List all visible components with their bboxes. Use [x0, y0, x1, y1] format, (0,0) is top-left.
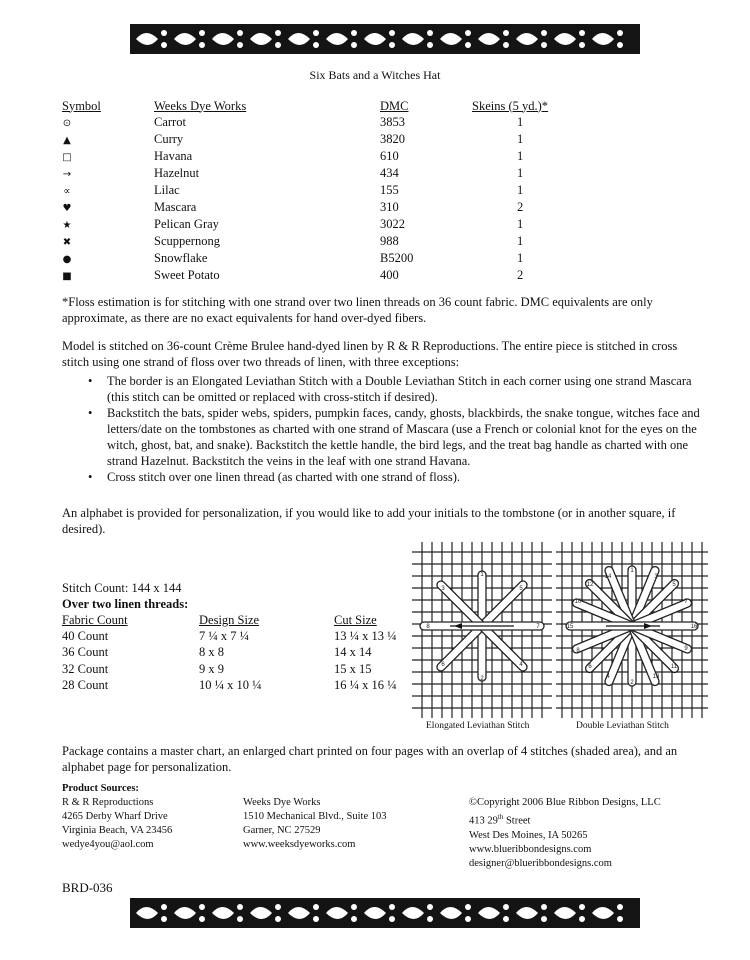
dmc-number: B5200: [380, 251, 414, 265]
stitch-count: Stitch Count: 144 x 144: [62, 581, 182, 595]
source-line: Weeks Dye Works: [243, 797, 321, 808]
package-contents: Package contains a master chart, an enlarged chart printed on four pages with an overlap of 4 stitches (shaded area), and an alphabet page for personalization.: [62, 744, 678, 774]
source-line: www.weeksdyeworks.com: [243, 839, 356, 850]
table-row: [62, 148, 572, 165]
table-row: [62, 250, 572, 267]
symbol-icon: →: [62, 169, 72, 180]
design-size: 9 x 9: [199, 661, 224, 676]
thread-name: Sweet Potato: [154, 268, 220, 282]
strand-number: 11: [670, 664, 678, 670]
ordinal-suffix: th: [497, 813, 504, 821]
strand-number: 1: [480, 572, 484, 578]
source-line: 4265 Derby Wharf Drive: [62, 811, 168, 822]
skein-count: 1: [517, 251, 524, 265]
street-number: 413 29: [469, 815, 498, 827]
strand-number: 7: [684, 599, 688, 605]
design-size: 10 ¼ x 10 ¼: [199, 677, 262, 692]
alphabet-paragraph: An alphabet is provided for personalization, if you would like to add your initials to the tombstone (or in another square, if desired).: [62, 506, 676, 536]
thread-name: Havana: [154, 149, 193, 163]
dmc-number: 310: [380, 200, 399, 214]
strand-number: 8: [426, 624, 430, 630]
thread-name: Hazelnut: [154, 166, 200, 180]
symbol-icon: ■: [62, 271, 72, 282]
list-item: • The border is an Elongated Leviathan Stitch with a Double Leviathan Stitch in each corner using one strand Mascara (this stitch can be omitted or replaced with cross-stitch if desired).: [62, 373, 702, 405]
source-line: ©Copyright 2006 Blue Ribbon Designs, LLC: [469, 797, 661, 808]
table-row: [62, 114, 572, 131]
skein-count: 2: [517, 200, 524, 214]
source-line: R & R Reproductions: [62, 797, 154, 808]
model-paragraph: Model is stitched on 36-count Crème Brulee hand-dyed linen by R & R Reproductions. The entire piece is stitched in cross stitch using one strand of floss over two threads of linen, with three exceptions:: [62, 339, 678, 369]
symbol-icon: ★: [62, 220, 72, 231]
fabric-count: 40 Count: [62, 628, 109, 643]
table-row: [62, 645, 424, 661]
symbol-icon: □: [62, 152, 72, 163]
table-row: [62, 131, 572, 148]
strand-number: 4: [519, 662, 523, 668]
strand-number: 8: [576, 648, 580, 654]
product-sources-heading: Product Sources:: [62, 783, 139, 794]
fabric-count: 32 Count: [62, 661, 109, 676]
table-row: [62, 677, 424, 693]
strand-number: 10: [574, 599, 582, 605]
thread-name: Snowflake: [154, 251, 208, 265]
table-row: [62, 199, 572, 216]
symbol-icon: ✖: [62, 237, 72, 248]
symbol-icon: ∝: [63, 186, 71, 197]
thread-name: Curry: [154, 132, 184, 146]
stitch-diagrams: [410, 540, 710, 720]
fabric-count: 36 Count: [62, 645, 109, 660]
skein-count: 1: [517, 234, 524, 248]
floss-estimation-note: *Floss estimation is for stitching with one strand over two linen threads on 36 count fabric. DMC equivalents are only approximate, as there are no exact equivalents for hand over-dyed fibers.: [62, 295, 653, 325]
thread-name: Scuppernong: [154, 234, 220, 248]
dmc-number: 610: [380, 149, 399, 163]
symbol-icon: ⊙: [62, 118, 72, 129]
bottom-ornamental-border: [130, 898, 640, 928]
dmc-number: 434: [380, 166, 399, 180]
table-row: [62, 628, 424, 644]
pattern-code: BRD-036: [62, 880, 113, 895]
strand-number: 6: [441, 662, 445, 668]
symbol-icon: ▲: [63, 135, 71, 146]
cut-size: 16 ¼ x 16 ¼: [334, 677, 397, 692]
header-fabric-count: Fabric Count: [62, 612, 128, 627]
fabric-count: 28 Count: [62, 677, 109, 692]
header-design-size: Design Size: [199, 612, 260, 627]
strand-number: 2: [480, 676, 484, 682]
top-ornamental-border: [130, 24, 640, 54]
cut-size: 14 x 14: [334, 645, 372, 660]
skein-count: 1: [517, 115, 524, 129]
design-size: 7 ¼ x 7 ¼: [199, 628, 249, 643]
thread-name: Pelican Gray: [154, 217, 219, 231]
strand-number: 5: [672, 582, 676, 588]
strand-number: 3: [441, 586, 445, 592]
product-sources-col2: [243, 796, 386, 852]
product-sources-col1: [62, 782, 172, 852]
thread-name: Mascara: [154, 200, 197, 214]
source-line: West Des Moines, IA 50265: [469, 829, 588, 841]
dmc-number: 3820: [380, 132, 405, 146]
header-symbol: Symbol: [62, 98, 101, 113]
exceptions-list: [62, 373, 702, 485]
thread-name: Lilac: [154, 183, 180, 197]
double-leviathan-caption: Double Leviathan Stitch: [576, 721, 669, 731]
skein-count: 1: [517, 166, 524, 180]
strand-number: 13: [652, 674, 660, 680]
over-two-threads-label: Over two linen threads:: [62, 597, 189, 611]
table-row: [62, 182, 572, 199]
symbol-icon: ♥: [62, 203, 72, 214]
dmc-number: 988: [380, 234, 399, 248]
table-row: [62, 661, 424, 677]
header-dmc: DMC: [380, 98, 409, 113]
strand-number: 2: [630, 680, 634, 686]
street-word: Street: [503, 815, 531, 827]
product-sources-col3: [469, 796, 661, 871]
skein-count: 1: [517, 217, 524, 231]
cut-size: 13 ¼ x 13 ¼: [334, 628, 397, 643]
strand-number: 5: [519, 586, 523, 592]
strand-number: 12: [586, 582, 594, 588]
source-line: 1510 Mechanical Blvd., Suite 103: [243, 811, 387, 822]
table-row: [62, 216, 572, 233]
elongated-leviathan-caption: Elongated Leviathan Stitch: [426, 721, 530, 731]
skein-count: 1: [517, 132, 524, 146]
table-row: [62, 267, 572, 284]
dmc-number: 400: [380, 268, 399, 282]
source-line: [469, 810, 661, 829]
skein-count: 1: [517, 149, 524, 163]
header-cut-size: Cut Size: [334, 612, 377, 627]
list-item: • Backstitch the bats, spider webs, spiders, pumpkin faces, candy, ghosts, blackbirds, the snake tongue, witches face and letters/date on the tombstones as charted with one strand of Mascara (use a French or colonial knot for the eyes on the witch, ghost, bat, and snake). Backstitch the kettle handle, the bird legs, and the treat bag handle as charted with one strand Hazelnut. Backstitch the veins in the leaf with one strand Havana.: [62, 405, 702, 469]
source-line: designer@blueribbondesigns.com: [469, 857, 612, 869]
table-row: [62, 165, 572, 182]
strand-number: 1: [630, 568, 634, 574]
dmc-number: 155: [380, 183, 399, 197]
design-size: 8 x 8: [199, 645, 224, 660]
dmc-number: 3853: [380, 115, 405, 129]
source-line: Garner, NC 27529: [243, 825, 321, 836]
list-item: • Cross stitch over one linen thread (as charted with one strand of floss).: [62, 469, 702, 485]
table-row: [62, 233, 572, 250]
skein-count: 2: [517, 268, 524, 282]
floss-table: [62, 98, 572, 284]
strand-number: 15: [566, 624, 574, 630]
symbol-icon: ●: [62, 254, 72, 265]
strand-number: 3: [654, 574, 658, 580]
strand-number: 14: [604, 574, 612, 580]
cut-size: 15 x 15: [334, 661, 372, 676]
thread-name: Carrot: [154, 115, 186, 129]
fabric-size-header: [62, 612, 424, 628]
fabric-size-table: [62, 612, 424, 693]
source-line: wedye4you@aol.com: [62, 839, 154, 850]
page-title: Six Bats and a Witches Hat: [309, 68, 441, 82]
floss-table-header: [62, 98, 572, 114]
dmc-number: 3022: [380, 217, 405, 231]
strand-number: 16: [690, 624, 698, 630]
strand-number: 7: [536, 624, 540, 630]
header-skeins: Skeins (5 yd.)*: [472, 98, 549, 113]
source-line: Virginia Beach, VA 23456: [62, 825, 173, 836]
source-line: www.blueribbondesigns.com: [469, 843, 592, 855]
strand-number: 9: [684, 646, 688, 652]
skein-count: 1: [517, 183, 524, 197]
header-weeks-dye-works: Weeks Dye Works: [154, 98, 247, 113]
strand-number: 4: [606, 674, 610, 680]
strand-number: 6: [588, 664, 592, 670]
